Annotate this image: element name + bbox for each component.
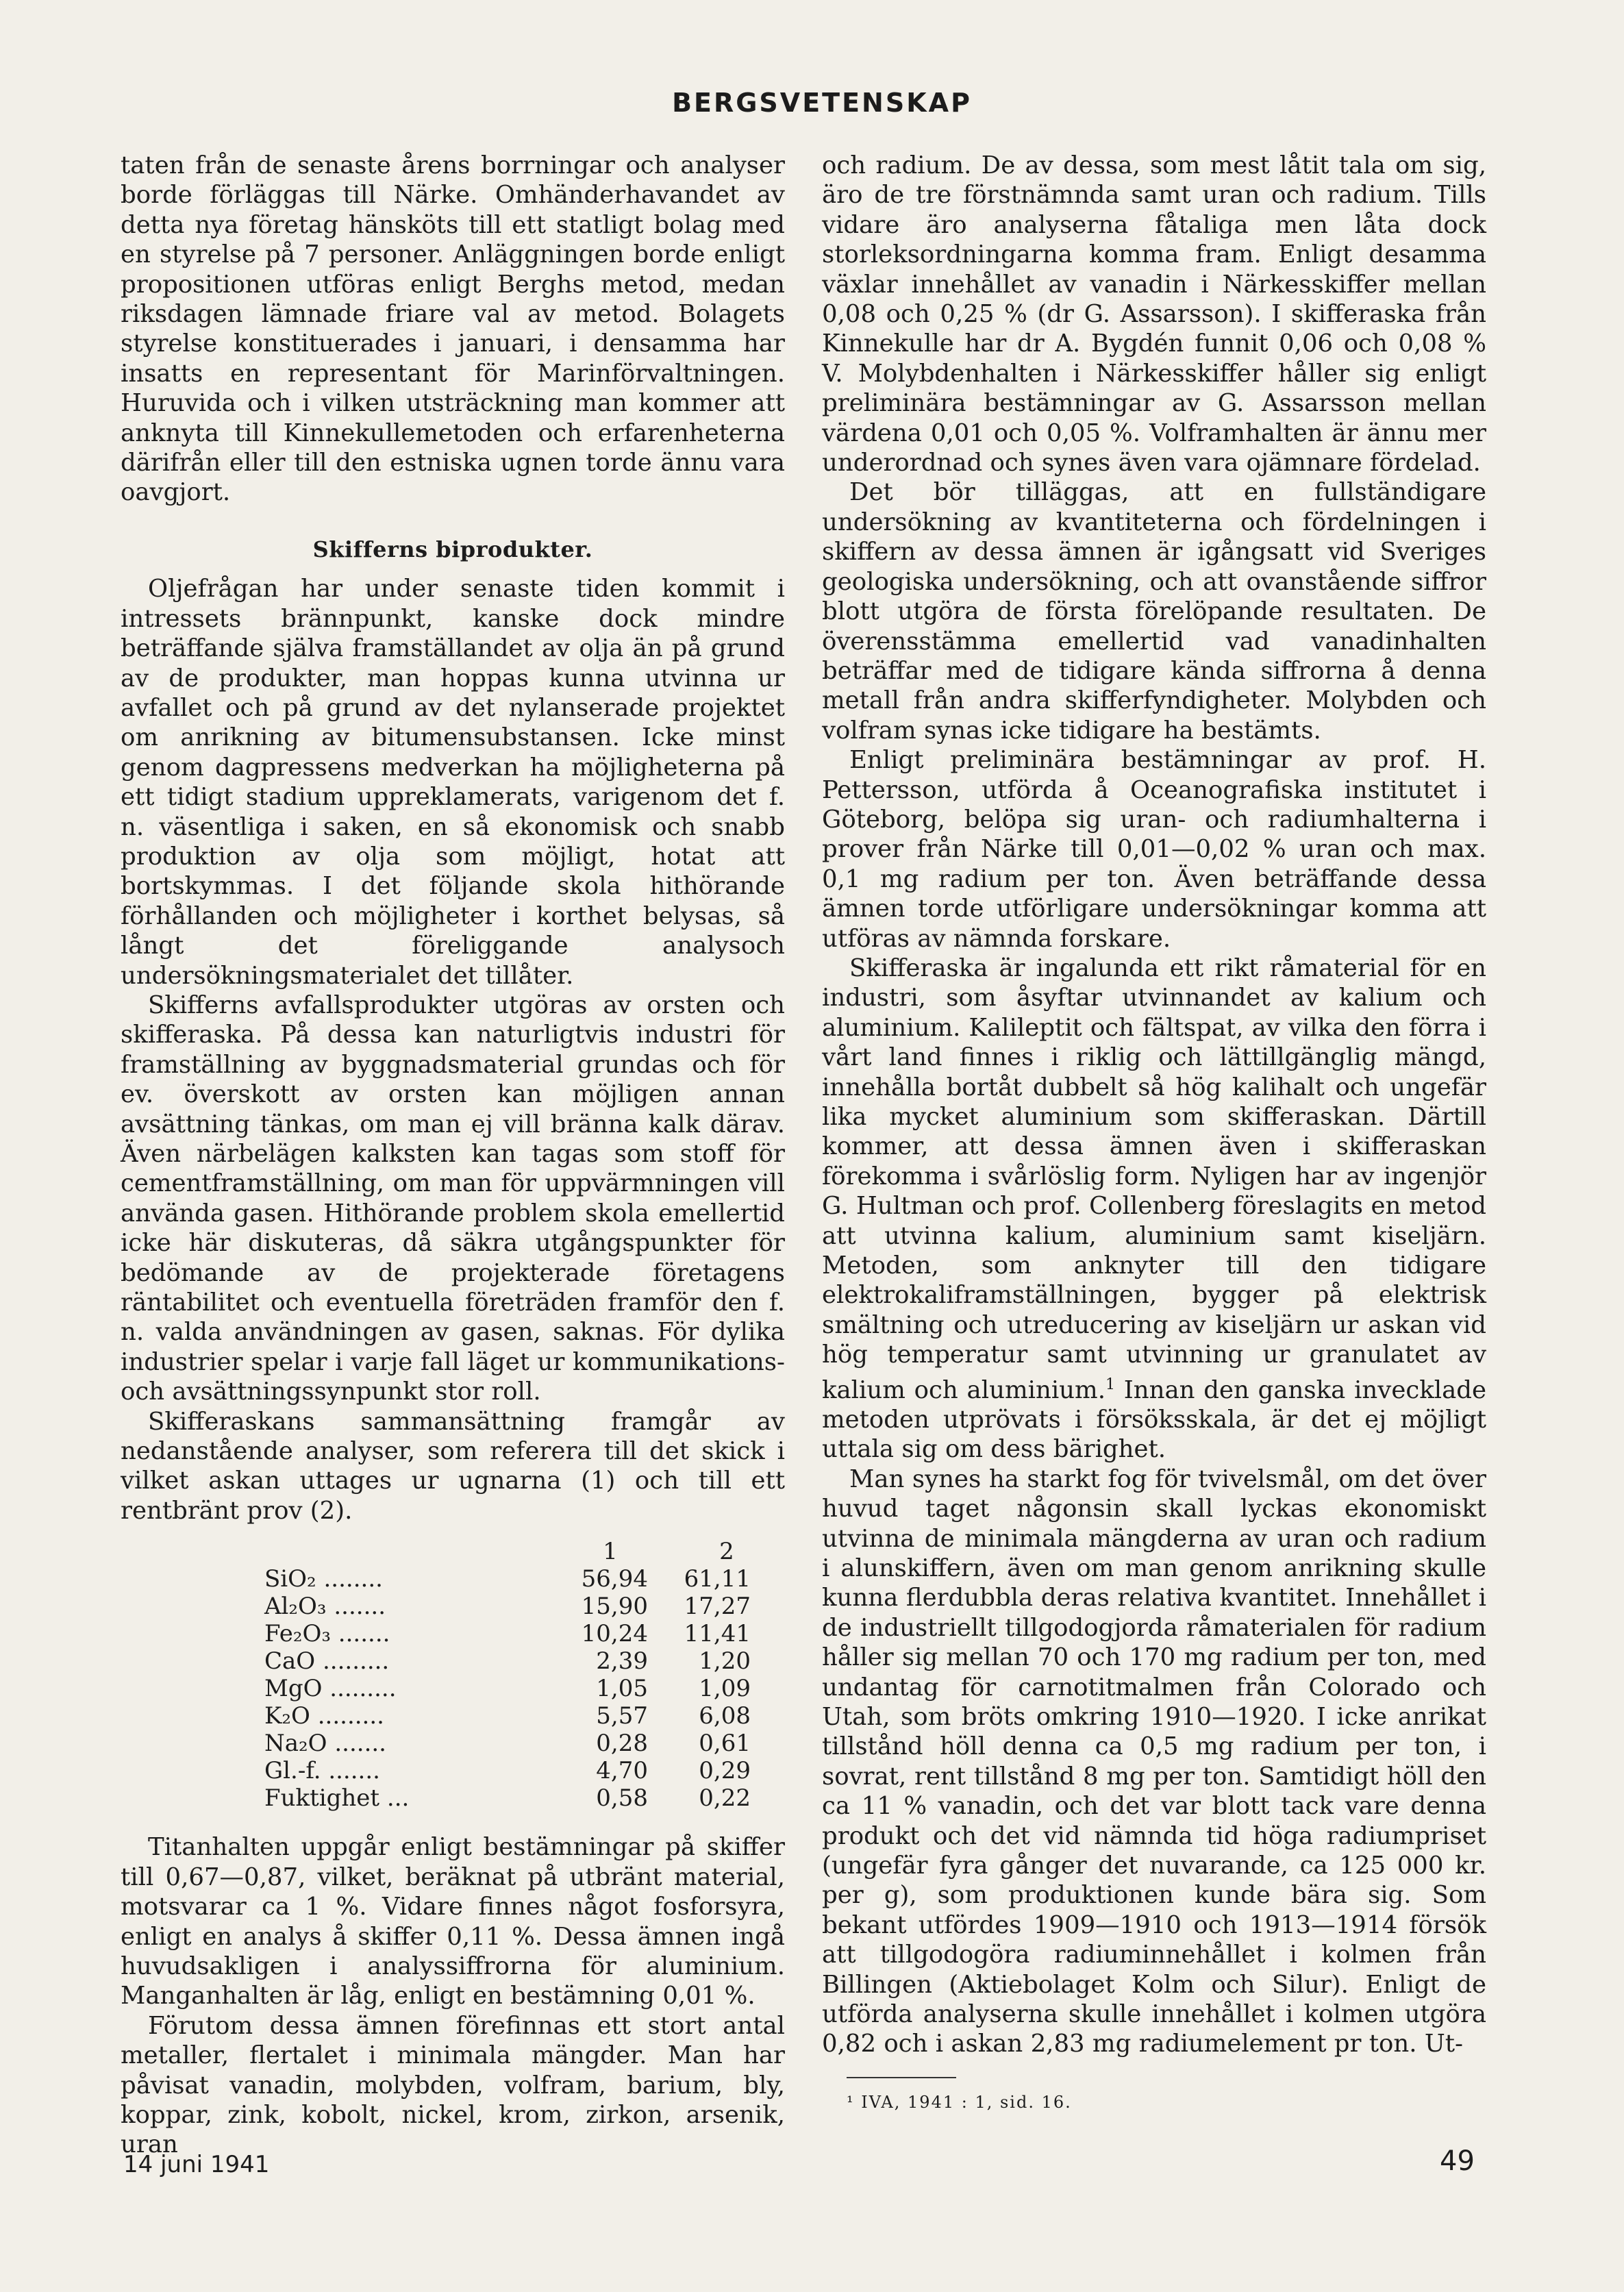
ash-analysis-table xyxy=(121,1538,785,1812)
table-cell-value: 11,41 xyxy=(684,1620,751,1648)
body-paragraph: Det bör tilläggas, att en fullständigare undersökning av kvantiteterna och fördelningen i skiffern av dessa ämnen är igångsatt vid Sveriges geologiska undersökning, och att ovanstående siffror blott utgöra de första förelöpande resultaten. De överensstämma emellertid vad vanadinhalten beträffar med de tidigare kända siffrorna å denna metall från andra skifferfyndigheter. Molybden och volfram synas icke tidigare ha bestämts. xyxy=(822,478,1486,745)
right-column xyxy=(822,151,1486,2117)
table-cell-value: 4,70 xyxy=(596,1757,648,1785)
table-row-label: K₂O ......... xyxy=(264,1702,384,1730)
table-row-label: MgO ......... xyxy=(264,1675,397,1703)
table-row xyxy=(121,1675,785,1702)
table-row xyxy=(121,1730,785,1757)
table-row-label: Gl.-f. ....... xyxy=(264,1757,380,1785)
table-cell-value: 61,11 xyxy=(684,1565,751,1593)
table-row-label: Fuktighet ... xyxy=(264,1784,410,1813)
footnote-divider xyxy=(847,2077,956,2078)
table-cell-value: 0,22 xyxy=(699,1784,751,1813)
table-cell-value: 6,08 xyxy=(699,1702,751,1730)
body-paragraph: taten från de senaste årens borrningar och analyser borde förläggas till Närke. Omhänderhavandet av detta nya företag hänsköts till ett statligt bolag med en styrelse på 7 personer. Anläggningen borde enligt propositionen utföras enligt Berghs metod, medan riksdagen lämnade friare val av metod. Bolagets styrelse konstituerades i januari, i densamma har insatts en representant för Marinförvaltningen. Huruvida och i vilken utsträckning man kommer att anknyta till Kinnekullemetoden och erfarenheterna därifrån eller till den estniska ugnen torde ännu vara oavgjort. xyxy=(121,151,785,507)
table-row xyxy=(121,1593,785,1620)
footnote: ¹ IVA, 1941 : 1, sid. 16. xyxy=(847,2092,1072,2112)
body-paragraph: Enligt preliminära bestämningar av prof. H. Pettersson, utförda å Oceanografiska institutet i Göteborg, belöpa sig uran- och radiumhalterna i prover från Närke till 0,01—0,02 % uran och max. 0,1 mg radium per ton. Även beträffande dessa ämnen torde utförligare undersökningar komma att utföras av nämnda forskare. xyxy=(822,746,1486,953)
table-row-label: Na₂O ....... xyxy=(264,1730,386,1758)
table-row xyxy=(121,1565,785,1593)
footnote-marker: 1 xyxy=(1105,1375,1115,1393)
left-column xyxy=(121,151,785,2160)
column-header-2: 2 xyxy=(719,1538,734,1566)
running-head-journal-title: BERGSVETENSKAP xyxy=(672,88,972,118)
column-header-1: 1 xyxy=(603,1538,618,1566)
table-row xyxy=(121,1647,785,1675)
page-number: 49 xyxy=(1440,2145,1475,2177)
table-cell-value: 5,57 xyxy=(596,1702,648,1730)
table-row-label: CaO ......... xyxy=(264,1647,390,1676)
table-cell-value: 17,27 xyxy=(684,1593,751,1621)
body-paragraph: Skifferaskans sammansättning framgår av nedanstående analyser, som referera till det skick i vilket askan uttages ur ugnarna (1) och till ett rentbränt prov (2). xyxy=(121,1407,785,1525)
table-body xyxy=(121,1565,785,1812)
body-paragraph: Man synes ha starkt fog för tvivelsmål, om det över huvud taget någonsin skall lyckas ekonomiskt utvinna de minimala mängderna av uran och radium i alunskiffern, även om man genom anrikning skulle kunna flerdubbla deras relativa kvantitet. Innehållet i de industriellt tillgodogjorda råmaterialen för radium håller sig mellan 70 och 170 mg radium per ton, med undantag för carnotitmalmen från Colorado och Utah, som bröts omkring 1910—1920. I icke anrikat tillstånd höll denna ca 0,5 mg radium per ton, i sovrat, rent tillstånd 8 mg per ton. Samtidigt höll den ca 11 % vanadin, och det var blott tack vare denna produkt och det vid nämnda tid höga radiumpriset (ungefär fyra gånger det nuvarande, ca 125 000 kr. per g), som produktionen kunde bära sig. Som bekant utfördes 1909—1910 och 1913—1914 försök att tillgodogöra radiuminnehållet i kolmen från Billingen (Aktiebolaget Kolm och Silur). Enligt de utförda analyserna skulle innehållet i kolmen utgöra 0,82 och i askan 2,83 mg radiumelement pr ton. Ut- xyxy=(822,1465,1486,2058)
body-paragraph: Titanhalten uppgår enligt bestämningar på skiffer till 0,67—0,87, vilket, beräknat på utbränt material, motsvarar ca 1 %. Vidare finnes något fosforsyra, enligt en analys å skiffer 0,11 %. Dessa ämnen ingå huvudsakligen i analyssiffrorna för aluminium. Manganhalten är låg, enligt en bestämning 0,01 %. xyxy=(121,1833,785,2010)
body-text: Skifferaska är ingalunda ett rikt råmaterial för en industri, som åsyftar utvinnandet av kalium och aluminium. Kalileptit och fältspat, av vilka den förra i vårt land finnes i riklig och lättillgänglig mängd, innehålla bortåt dubbelt så hög kalihalt och ungefär lika mycket aluminium som skifferaskan. Därtill kommer, att dessa ämnen även i skifferaskan förekomma i svårlöslig form. Nyligen har av ingenjör G. Hultman och prof. Collenberg föreslagits en metod att utvinna kalium, aluminium samt kiseljärn. Metoden, som anknyter till den tidigare elektrokaliframställningen, bygger på elektrisk smältning och utreducering av kiseljärn ur askan vid hög temperatur samt utvinning ur granulatet av kalium och aluminium. xyxy=(822,954,1486,1404)
table-cell-value: 1,09 xyxy=(699,1675,751,1703)
table-row-label: SiO₂ ........ xyxy=(264,1565,383,1593)
body-paragraph: och radium. De av dessa, som mest låtit tala om sig, äro de tre förstnämnda samt uran och radium. Tills vidare äro analyserna fåtaliga men låta dock storleksordningarna komma fram. Enligt desamma växlar innehållet av vanadin i Närkesskiffer mellan 0,08 och 0,25 % (dr G. Assarsson). I skifferaska från Kinnekulle har dr A. Bygdén funnit 0,06 och 0,08 % V. Molybdenhalten i Närkesskiffer håller sig enligt preliminära bestämningar av G. Assarsson mellan värdena 0,01 och 0,05 %. Volframhalten är ännu mer underordnad och synes även vara ojämnare fördelad. xyxy=(822,151,1486,477)
table-row xyxy=(121,1757,785,1784)
body-paragraph: Skifferns avfallsprodukter utgöras av orsten och skifferaska. På dessa kan naturligtvis industri för framställning av byggnadsmaterial grundas och för ev. överskott av orsten kan möjligen annan avsättning tänkas, om man ej vill bränna kalk därav. Även närbelägen kalksten kan tagas som stoff för cementframställning, om man för uppvärmningen vill använda gasen. Hithörande problem skola emellertid icke här diskuteras, då säkra utgångspunkter för bedömande av de projekterade företagens räntabilitet och eventuella företräden framför den f. n. valda användningen av gasen, saknas. För dylika industrier spelar i varje fall läget ur kommunikations- och avsättningssynpunkt stor roll. xyxy=(121,991,785,1406)
table-header-row xyxy=(121,1538,785,1565)
table-row xyxy=(121,1784,785,1812)
body-text: Innan den ganska invecklade metoden utprövats i försöksskala, är det ej möjligt uttala sig om dess bärighet. xyxy=(822,1375,1486,1464)
table-cell-value: 2,39 xyxy=(596,1647,648,1676)
table-cell-value: 0,28 xyxy=(596,1730,648,1758)
table-cell-value: 15,90 xyxy=(581,1593,648,1621)
table-row xyxy=(121,1620,785,1647)
body-paragraph xyxy=(822,954,1486,1465)
table-cell-value: 1,20 xyxy=(699,1647,751,1676)
table-cell-value: 56,94 xyxy=(581,1565,648,1593)
table-cell-value: 0,61 xyxy=(699,1730,751,1758)
body-paragraph: Oljefrågan har under senaste tiden kommit i intressets brännpunkt, kanske dock mindre beträffande själva framställandet av olja än på grund av de produkter, man hoppas kunna utvinna ur avfallet och på grund av det nylanserade projektet om anrikning av bitumensubstansen. Icke minst genom dagpressens medverkan ha möjligheterna på ett tidigt stadium uppreklamerats, varigenom det f. n. väsentliga i saken, en så ekonomisk och snabb produktion av olja som möjligt, hotat att bortskymmas. I det följande skola hithörande förhållanden och möjligheter i korthet belysas, så långt det föreliggande analysoch undersökningsmaterialet det tillåter. xyxy=(121,575,785,990)
body-paragraph: Förutom dessa ämnen förefinnas ett stort antal metaller, flertalet i minimala mängder. Man har påvisat vanadin, molybden, volfram, barium, bly, koppar, zink, kobolt, nickel, krom, zirkon, arsenik, uran xyxy=(121,2011,785,2159)
table-cell-value: 10,24 xyxy=(581,1620,648,1648)
table-row xyxy=(121,1702,785,1730)
issue-date: 14 juni 1941 xyxy=(123,2151,270,2178)
table-cell-value: 1,05 xyxy=(596,1675,648,1703)
table-cell-value: 0,29 xyxy=(699,1757,751,1785)
table-cell-value: 0,58 xyxy=(596,1784,648,1813)
section-heading: Skifferns biprodukter. xyxy=(312,536,593,562)
table-row-label: Al₂O₃ ....... xyxy=(264,1593,386,1621)
table-row-label: Fe₂O₃ ....... xyxy=(264,1620,390,1648)
